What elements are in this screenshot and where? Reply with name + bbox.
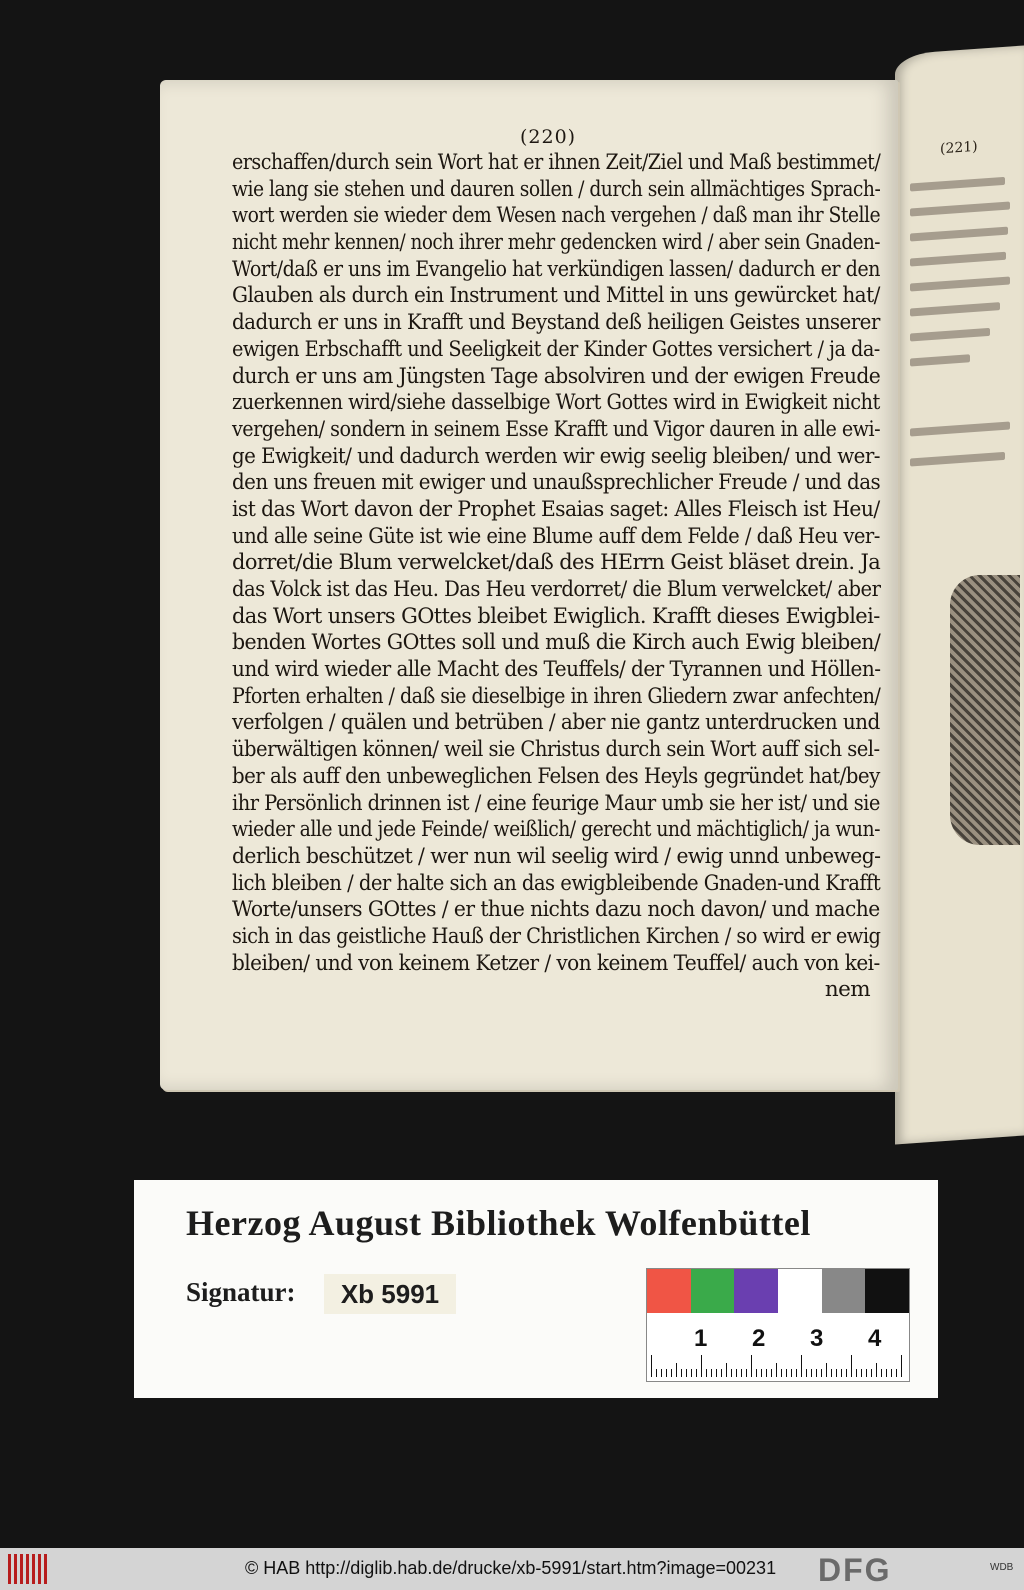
text-line: benden Wortes GOttes soll und muß die Kirch auch Ewig bleiben/ xyxy=(232,630,881,656)
ruler-tick xyxy=(796,1369,797,1377)
ruler-tick xyxy=(691,1369,692,1377)
page-number: (220) xyxy=(520,126,577,148)
page-text xyxy=(232,150,880,1004)
text-line: ihr Persönlich drinnen ist / eine feurige Maur umb sie her ist/ und sie xyxy=(232,790,880,816)
ruler-tick xyxy=(721,1369,722,1377)
ruler-tick xyxy=(701,1355,702,1377)
color-swatch xyxy=(691,1269,735,1313)
ruler-tick xyxy=(761,1369,762,1377)
text-line: Wort/daß er uns im Evangelio hat verkündigen lassen/ dadurch er den xyxy=(232,256,880,282)
catchword: nem xyxy=(824,977,870,1003)
signature-label: Signatur: xyxy=(186,1277,296,1307)
text-line: und alle seine Güte ist wie eine Blume auff dem Felde / daß Heu ver- xyxy=(232,523,880,549)
copyright-url[interactable]: © HAB http://diglib.hab.de/drucke/xb-5991/start.htm?image=00231 xyxy=(245,1558,777,1578)
ruler-tick xyxy=(711,1369,712,1377)
ruler-tick xyxy=(861,1369,862,1377)
text-line: das Wort unsers GOttes bleibet Ewiglich. Krafft dieses Ewigblei- xyxy=(232,603,880,629)
color-swatch xyxy=(647,1269,691,1313)
wdb-logo: WDB xyxy=(990,1562,1014,1573)
ruler-tick xyxy=(696,1369,697,1377)
facing-page-running-head: (221) xyxy=(940,138,978,158)
ruler-tick xyxy=(851,1355,852,1377)
ruler-tick xyxy=(891,1369,892,1377)
text-line: nicht mehr kennen/ noch ihrer mehr gedencken wird / aber sein Gnaden- xyxy=(232,230,880,256)
ruler-tick xyxy=(716,1369,717,1377)
text-line: sich in das geistliche Hauß der Christlichen Kirchen / so wird er ewig xyxy=(232,923,881,949)
text-line: ewigen Erbschafft und Seeligkeit der Kinder Gottes versichert / ja da- xyxy=(232,336,880,362)
ruler-tick xyxy=(776,1363,777,1377)
ruler-tick xyxy=(846,1369,847,1377)
ruler-tick xyxy=(751,1355,752,1377)
color-calibration-chart xyxy=(646,1268,910,1382)
ruler-tick xyxy=(896,1369,897,1377)
text-line: wie lang sie stehen und dauren sollen / durch sein allmächtiges Sprach- xyxy=(232,176,881,202)
ruler-tick xyxy=(726,1363,727,1377)
text-line: den uns freuen mit ewiger und unaußsprechlicher Freude / und das xyxy=(232,470,881,496)
ruler-tick xyxy=(836,1369,837,1377)
text-line: derlich beschützet / wer nun wil seelig wird / ewig unnd unbeweg- xyxy=(232,843,881,869)
text-line: dadurch er uns in Krafft und Beystand deß heiligen Geistes unserer xyxy=(232,310,880,336)
text-line: ber als auff den unbeweglichen Felsen des Heyls gegründet hat/bey xyxy=(232,763,880,789)
ruler-tick xyxy=(886,1369,887,1377)
text-line: Glauben als durch ein Instrument und Mittel in uns gewürcket hat/ xyxy=(232,283,880,309)
footer-bar xyxy=(0,1548,1024,1590)
text-line: wieder alle und jede Feinde/ weißlich/ gerecht und mächtiglich/ ja wun- xyxy=(232,817,880,843)
ruler-tick xyxy=(816,1369,817,1377)
text-line: Pforten erhalten / daß sie dieselbige in ihren Gliedern zwar anfechten/ xyxy=(232,683,881,709)
text-line: vergehen/ sondern in seinem Esse Krafft und Vigor dauren in alle ewi- xyxy=(232,416,881,442)
text-line: lich bleiben / der halte sich an das ewigbleibende Gnaden-und Krafft xyxy=(232,870,881,896)
ruler-tick xyxy=(831,1369,832,1377)
barcode-icon xyxy=(8,1554,48,1584)
text-line: das Volck ist das Heu. Das Heu verdorret/ die Blum verwelcket/ aber xyxy=(232,577,881,602)
library-label-card xyxy=(134,1180,938,1398)
text-line: bleiben/ und von keinem Ketzer / von keinem Teuffel/ auch von kei- xyxy=(232,950,880,976)
ruler-tick xyxy=(866,1369,867,1377)
ruler-tick xyxy=(671,1369,672,1377)
ruler-tick xyxy=(811,1369,812,1377)
ruler-tick xyxy=(681,1369,682,1377)
ruler-number: 2 xyxy=(752,1325,766,1352)
ruler-number: 4 xyxy=(868,1325,882,1352)
ruler-tick xyxy=(656,1369,657,1377)
scale-ruler xyxy=(647,1315,909,1381)
ruler-tick xyxy=(771,1369,772,1377)
ruler-tick xyxy=(686,1369,687,1377)
ruler-tick xyxy=(881,1369,882,1377)
ruler-tick xyxy=(856,1369,857,1377)
ruler-tick xyxy=(706,1369,707,1377)
text-line: überwältigen können/ weil sie Christus durch sein Wort auff sich sel- xyxy=(232,737,880,763)
facing-page-ornament xyxy=(950,575,1020,845)
text-line: dorret/die Blum verwelcket/daß des HErrn Geist bläset drein. Ja xyxy=(232,550,881,576)
color-swatch xyxy=(822,1269,866,1313)
ruler-tick xyxy=(666,1369,667,1377)
ruler-tick xyxy=(801,1355,802,1377)
ruler-tick xyxy=(786,1369,787,1377)
ruler-tick xyxy=(806,1369,807,1377)
ruler-tick xyxy=(876,1363,877,1377)
ruler-tick xyxy=(791,1369,792,1377)
text-line: verfolgen / quälen und betrüben / aber nie gantz unterdrucken und xyxy=(232,710,880,736)
ruler-tick xyxy=(651,1355,652,1377)
ruler-number: 1 xyxy=(694,1325,708,1352)
ruler-tick xyxy=(821,1369,822,1377)
ruler-tick xyxy=(781,1369,782,1377)
text-line: ist das Wort davon der Prophet Esaias saget: Alles Fleisch ist Heu/ xyxy=(232,496,880,522)
ruler-tick xyxy=(731,1369,732,1377)
ruler-tick xyxy=(766,1369,767,1377)
color-swatch xyxy=(734,1269,778,1313)
ruler-tick xyxy=(741,1369,742,1377)
ruler-tick xyxy=(841,1369,842,1377)
text-line: und wird wieder alle Macht des Teuffels/ der Tyrannen und Höllen- xyxy=(232,657,881,683)
text-line: erschaffen/durch sein Wort hat er ihnen Zeit/Ziel und Maß bestimmet/ xyxy=(232,150,881,175)
text-line: wort werden sie wieder dem Wesen nach vergehen / daß man ihr Stelle xyxy=(232,203,881,229)
ruler-tick xyxy=(661,1369,662,1377)
text-line: zuerkennen wird/siehe dasselbige Wort Gottes wird in Ewigkeit nicht xyxy=(232,390,880,416)
color-swatch xyxy=(865,1269,909,1313)
color-swatch xyxy=(778,1269,822,1313)
ruler-number: 3 xyxy=(810,1325,824,1352)
ruler-tick xyxy=(901,1355,902,1377)
text-line: durch er uns am Jüngsten Tage absolviren und der ewigen Freude xyxy=(232,363,881,389)
ruler-tick xyxy=(676,1363,677,1377)
dfg-logo: DFG xyxy=(818,1552,892,1588)
library-name: Herzog August Bibliothek Wolfenbüttel xyxy=(186,1203,811,1243)
ruler-tick xyxy=(871,1369,872,1377)
text-line: Worte/unsers GOttes / er thue nichts dazu noch davon/ und mache xyxy=(232,897,880,923)
text-line: ge Ewigkeit/ und dadurch werden wir ewig seelig bleiben/ und wer- xyxy=(232,443,880,469)
ruler-tick xyxy=(826,1363,827,1377)
ruler-tick xyxy=(746,1369,747,1377)
ruler-tick xyxy=(736,1369,737,1377)
signature-value: Xb 5991 xyxy=(324,1274,456,1314)
ruler-tick xyxy=(756,1369,757,1377)
